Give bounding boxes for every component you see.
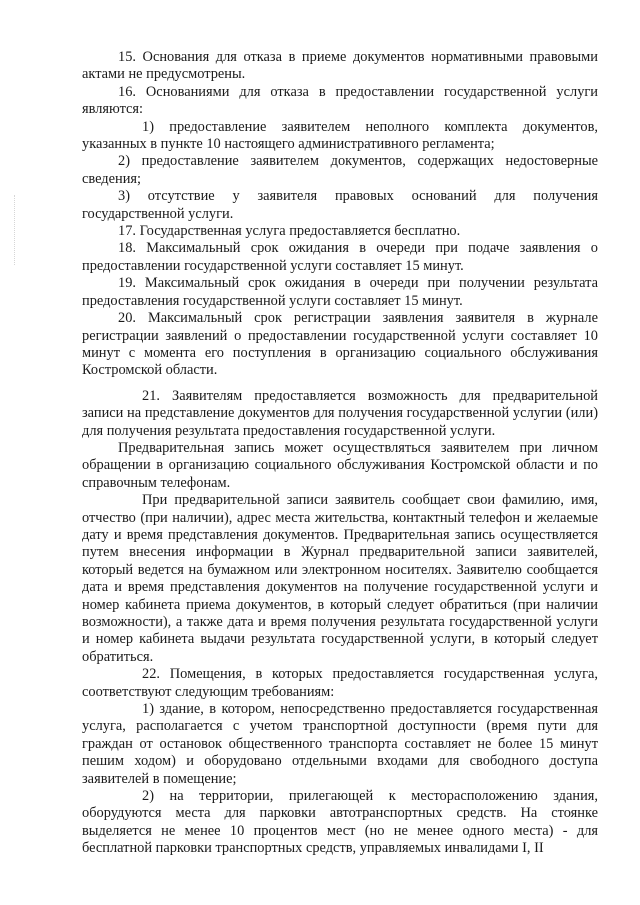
scan-margin-marks (14, 195, 19, 265)
paragraph-16: 16. Основаниями для отказа в предоставлении государственной услуги являются: (82, 83, 598, 118)
paragraph-22-item-1: 1) здание, в котором, непосредственно предоставляется государственная услуга, располагается с учетом транспортной доступности (время пути для граждан от остановок общественного транспорта составляет не более 15 минут пешим ходом) и оборудовано отдельными входами для свободного доступа заявителей в помещение; (82, 701, 598, 787)
paragraph-16-item-3: 3) отсутствие у заявителя правовых оснований для получения государственной услуги. (82, 188, 598, 222)
paragraph-20: 20. Максимальный срок регистрации заявления заявителя в журнале регистрации заявлений о предоставлении государственной услуги составляет 10 минут с момента его поступления в организацию социального обслуживания Костромской области. (82, 310, 598, 379)
paragraph-15: 15. Основания для отказа в приеме документов нормативными правовыми актами не предусмотрены. (82, 49, 598, 83)
paragraph-21: 21. Заявителям предоставляется возможность для предварительной записи на представление документов для получения государственной услугии (или) для получения результата предоставления государственной услуги. (82, 387, 598, 439)
paragraph-19: 19. Максимальный срок ожидания в очереди при получении результата предоставления государственной услуги составляет 15 минут. (82, 275, 598, 309)
paragraph-18: 18. Максимальный срок ожидания в очереди при подаче заявления о предоставлении государственной услуги составляет 15 минут. (82, 240, 598, 274)
paragraph-21-details: При предварительной записи заявитель сообщает свои фамилию, имя, отчество (при наличии), адрес места жительства, контактный телефон и желаемые дату и время представления документов. Предварительная запись осуществляется путем внесения информации в Журнал предварительной записи заявителей, который ведется на бумажном или электронном носителях. Заявителю сообщается дата и время представления документов на получение государственной услуги и номер кабинета приема документов, в который следует обратиться (при наличии возможности), а также дата и время получения результата государственной услуги и номер кабинета выдачи результата государственной услуги, в который следует обратиться. (82, 492, 598, 665)
paragraph-22-item-2: 2) на территории, прилегающей к месторасположению здания, оборудуются места для парковки автотранспортных средств. На стоянке выделяется не менее 10 процентов мест (но не менее одного места) - для бесплатной парковки транспортных средств, управляемых инвалидами I, II (82, 788, 598, 857)
paragraph-16-item-2: 2) предоставление заявителем документов, содержащих недостоверные сведения; (82, 153, 598, 187)
paragraph-21-prerecord: Предварительная запись может осуществляться заявителем при личном обращении в организацию социального обслуживания Костромской области и по справочным телефонам. (82, 439, 598, 491)
paragraph-22: 22. Помещения, в которых предоставляется государственная услуга, соответствуют следующим требованиям: (82, 666, 598, 700)
paragraph-17: 17. Государственная услуга предоставляется бесплатно. (118, 223, 461, 240)
document-page (82, 49, 598, 858)
paragraph-16-item-1: 1) предоставление заявителем неполного комплекта документов, указанных в пункте 10 настоящего административного регламента; (82, 118, 598, 153)
